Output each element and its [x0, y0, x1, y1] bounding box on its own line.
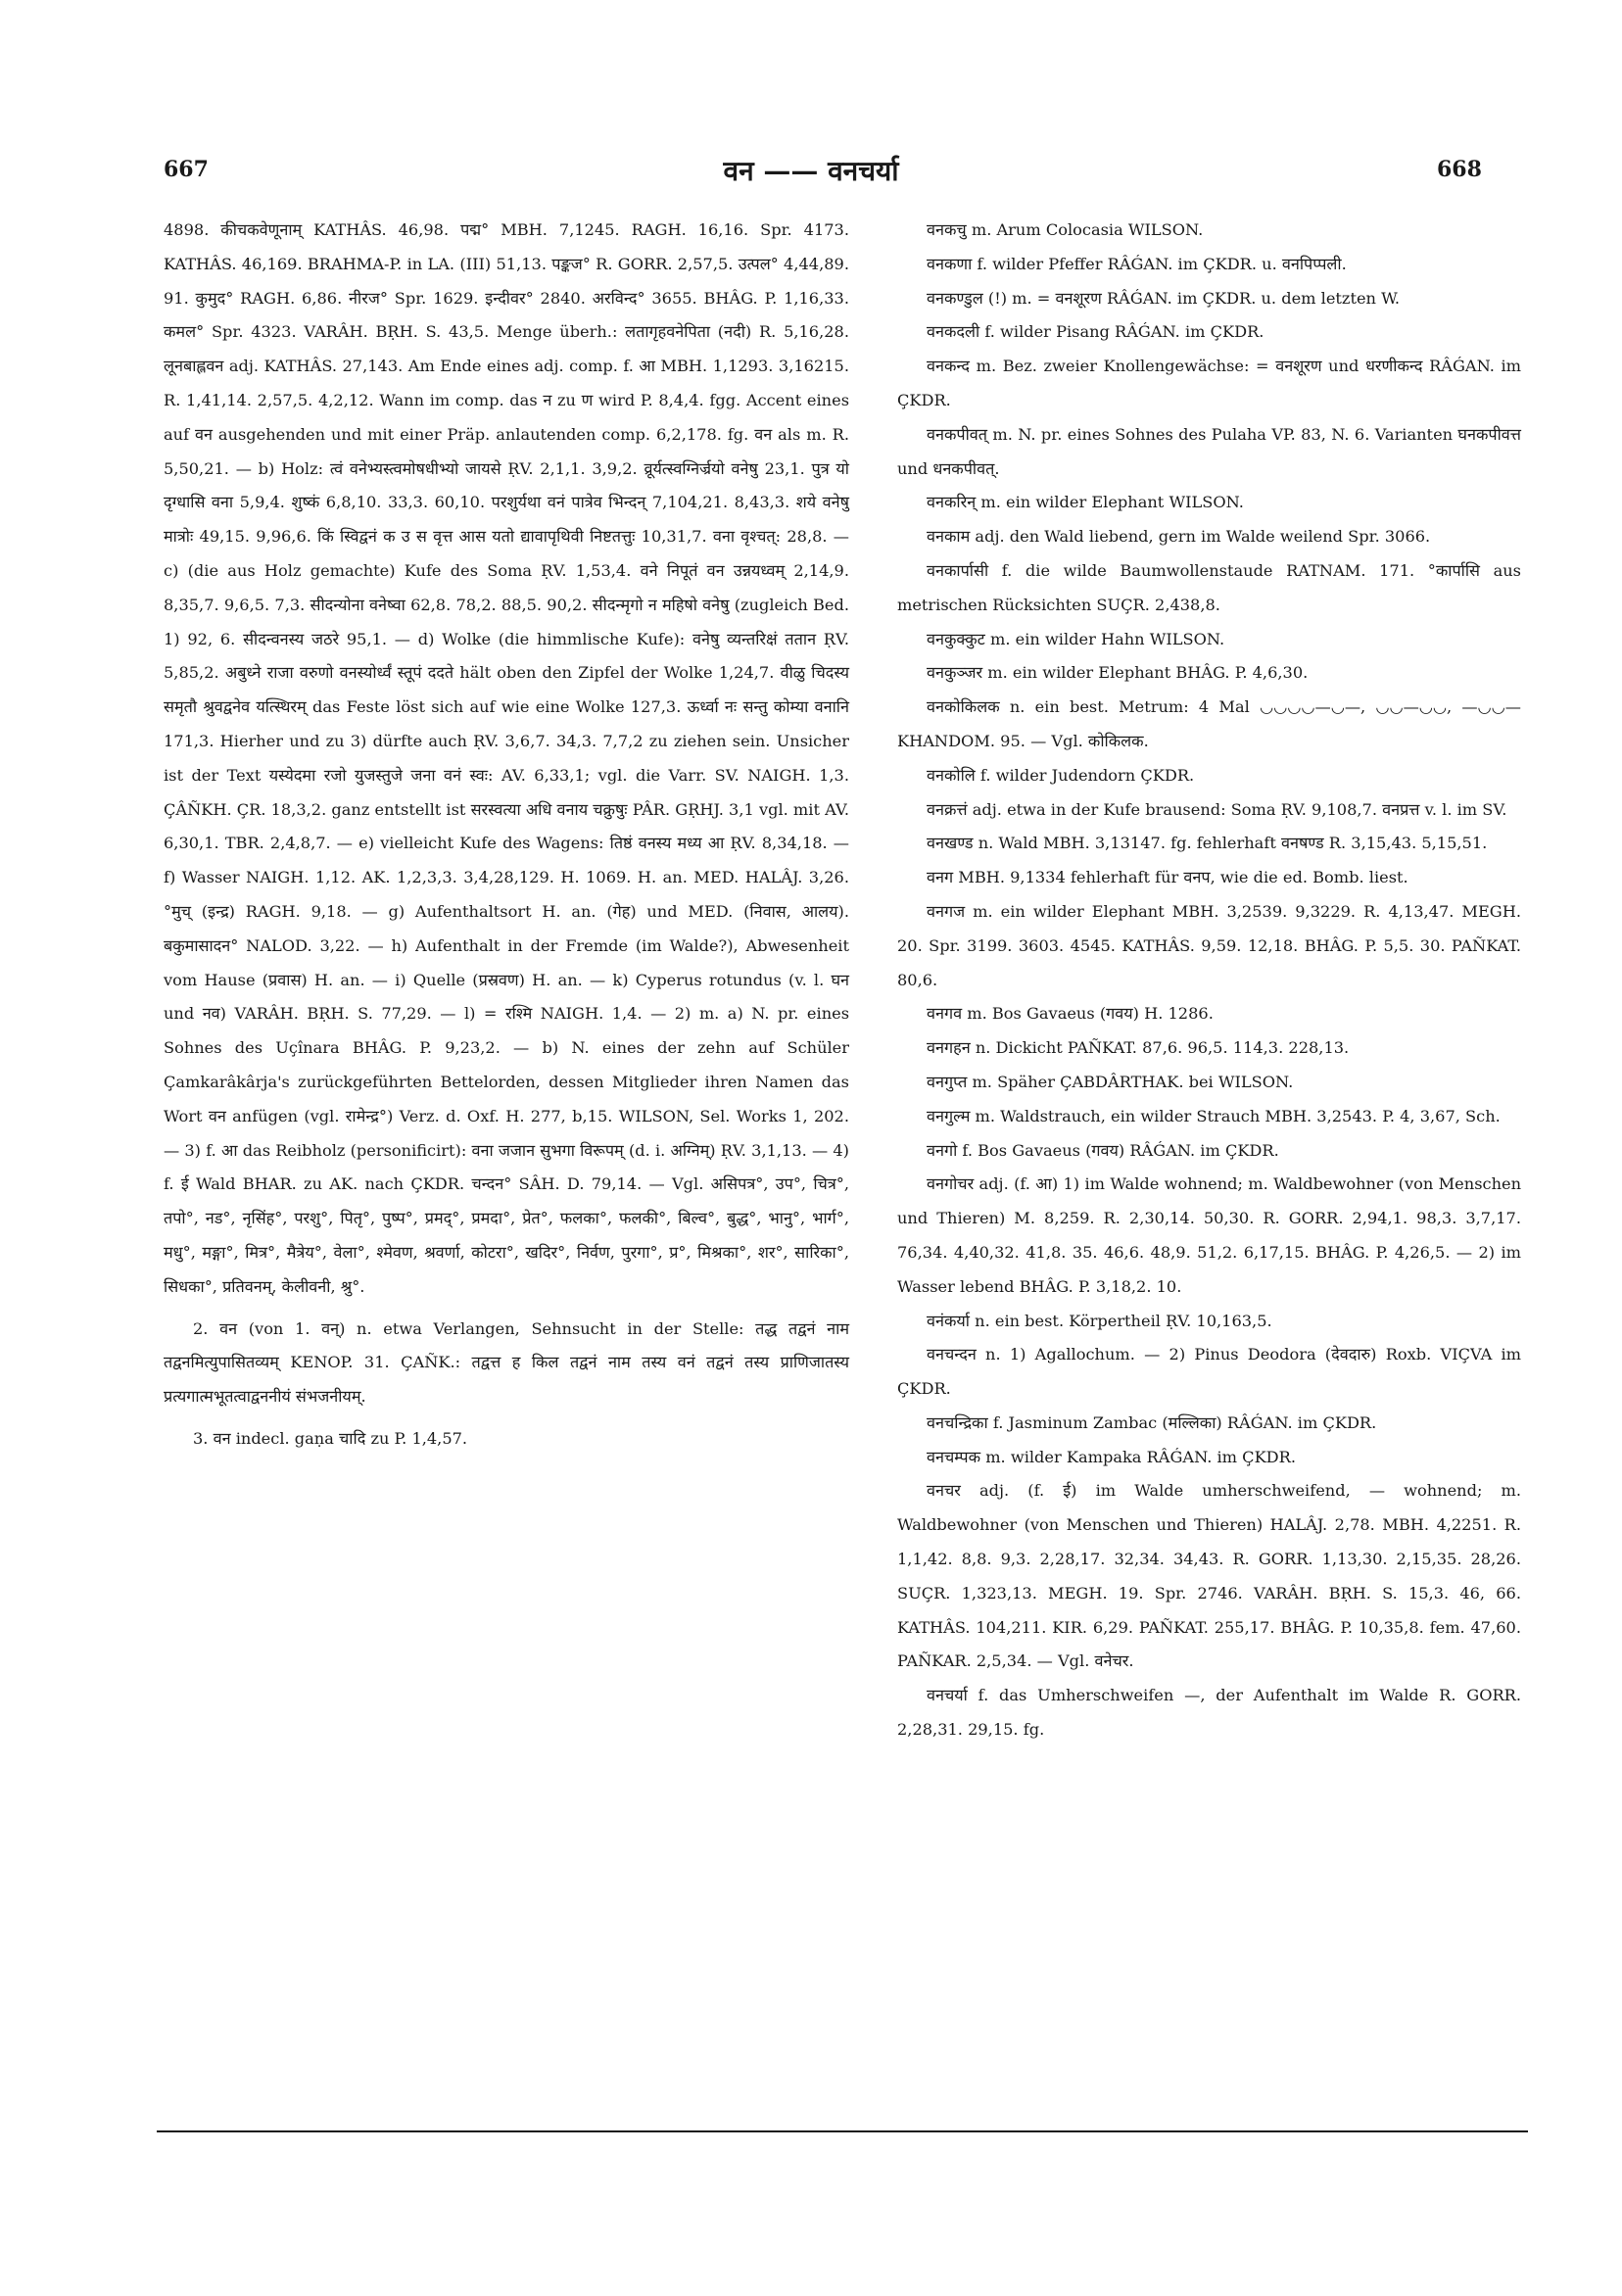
entry-vanagulma: वनगुल्म m. Waldstrauch, ein wilder Strauch MBH. 3,2543. P. 4, 3,67, Sch.: [927, 1106, 1501, 1125]
entry-vanacarya: वनचर्या f. das Umherschweifen —, der Aufenthalt im Walde R. GORR. 2,28,31. 29,15. fg.: [897, 1686, 1521, 1740]
entry-vanagaja: वनगज m. ein wilder Elephant MBH. 3,2539. 9,3229. R. 4,13,47. MEGH. 20. Spr. 3199. 3603. 4545. KATHÂS. 9,59. 12,18. BHÂG. P. 5,5. 30. PAÑKAT. 80,6.: [897, 901, 1521, 989]
entry-vana-2: 2. वन (von 1. वन्) n. etwa Verlangen, Sehnsucht in der Stelle: तद्ध तद्वनं नाम तद्वनमित्युपासितव्यम् KENOP. 31. ÇAÑK.: तद्वत्त ह किल तद्वनं नाम तस्य वनं तद्वनं तस्य प्राणिजातस्य प्रत्यगात्मभूतत्वाद्वननीयं संभजनीयम्.: [164, 1318, 849, 1407]
running-header: वन —— वनचर्या: [723, 155, 899, 187]
entry-vanakhanda: वनखण्ड n. Wald MBH. 3,13147. fg. fehlerhaft वनषण्ड R. 3,15,43. 5,15,51.: [927, 834, 1488, 853]
entry-vanakapivat: वनकपीवत् m. N. pr. eines Sohnes des Pulaha VP. 83, N. 6. Varianten घनकपीवत्त und धनकपीवत्.: [897, 424, 1521, 478]
entry-vanakanda: वनकन्द m. Bez. zweier Knollengewächse: = वनशूरण und धरणीकन्द RÂǴAN. im ÇKDR.: [897, 357, 1521, 409]
entry-vanagupta: वनगुप्त m. Späher ÇABDÂRTHAK. bei WILSON.: [927, 1072, 1294, 1091]
entry-vanagocara: वनगोचर adj. (f. आ) 1) im Walde wohnend; m. Waldbewohner (von Menschen und Thieren) M. 8,259. R. 2,30,14. 50,30. R. GORR. 2,94,1. 98,3. 3,7,17. 76,34. 4,40,32. 41,8. 35. 46,6. 48,9. 51,2. 6,17,15. BHÂG. P. 4,26,5. — 2) im Wasser lebend BHÂG. P. 3,18,2. 10.: [897, 1174, 1521, 1296]
entry-vanakoli: वनकोलि f. wilder Judendorn ÇKDR.: [927, 765, 1195, 785]
entry-vanagava: वनगव m. Bos Gavaeus (गवय) H. 1286.: [927, 1004, 1214, 1024]
entry-vanakadali: वनकदली f. wilder Pisang RÂǴAN. im ÇKDR.: [927, 322, 1264, 342]
entry-vanakarin: वनकरिन् m. ein wilder Elephant WILSON.: [927, 493, 1244, 512]
entry-vanakratta: वनक्रत्तं adj. etwa in der Kufe brausend: Soma ṚV. 9,108,7. वनप्रत्त v. l. im SV.: [927, 799, 1507, 819]
page-number-right: 668: [1437, 157, 1482, 182]
entry-vanacandrika: वनचन्द्रिका f. Jasminum Zambac (मल्लिका) RÂǴAN. im ÇKDR.: [927, 1412, 1377, 1432]
entry-vanakama: वनकाम adj. den Wald liebend, gern im Walde weilend Spr. 3066.: [927, 527, 1431, 547]
entry-vanakandula: वनकण्डुल (!) m. = वनशूरण RÂǴAN. im ÇKDR. u. dem letzten W.: [927, 288, 1401, 308]
entry-vanacandana: वनचन्दन n. 1) Agallochum. — 2) Pinus Deodora (देवदारु) Roxb. VIÇVA im ÇKDR.: [897, 1345, 1521, 1399]
entry-vanakarpasi: वनकार्पासी f. die wilde Baumwollenstaude RATNAM. 171. °कार्पासि aus metrischen Rücksichten SUÇR. 2,438,8.: [897, 560, 1521, 614]
left-column: [164, 214, 849, 1457]
entry-vanakana: वनकणा f. wilder Pfeffer RÂǴAN. im ÇKDR. u. वनपिप्पली.: [927, 254, 1347, 273]
entry-vanago: वनगो f. Bos Gavaeus (गवय) RÂǴAN. im ÇKDR.: [927, 1140, 1279, 1160]
entry-vana-3: 3. वन indecl. gaṇa चादि zu P. 1,4,57.: [193, 1428, 468, 1448]
entry-vanakukkuta: वनकुक्कुट m. ein wilder Hahn WILSON.: [927, 629, 1225, 648]
entry-vanakacu: वनकचु m. Arum Colocasia WILSON.: [927, 220, 1204, 239]
entry-vanagahana: वनगहन n. Dickicht PAÑKAT. 87,6. 96,5. 114,3. 228,13.: [927, 1038, 1350, 1058]
bottom-rule: [157, 2130, 1528, 2132]
entry-vanamkarya: वनंकर्या n. ein best. Körpertheil ṚV. 10,163,5.: [927, 1311, 1272, 1330]
entry-vanaga: वनग MBH. 9,1334 fehlerhaft für वनप, wie die ed. Bomb. liest.: [927, 868, 1408, 887]
entry-vanakunjara: वनकुञ्जर m. ein wilder Elephant BHÂG. P. 4,6,30.: [927, 663, 1309, 683]
entry-vana-1-continued: 4898. कीचकवेणूनाम् KATHÂS. 46,98. पद्म° MBH. 7,1245. RAGH. 16,16. Spr. 4173. KATHÂS. 46,169. BRAHMA-P. in LA. (III) 51,13. पङ्कज° R. GORR. 2,57,5. उत्पल° 4,44,89. 91. कुमुद° RAGH. 6,86. नीरज° Spr. 1629. इन्दीवर° 2840. अरविन्द° 3655. BHÂG. P. 1,16,33. कमल° Spr. 4323. VARÂH. BṚH. S. 43,5. Menge überh.: लतागृहवनेपिता (नदी) R. 5,16,28. लूनबाह्लवन adj. KATHÂS. 27,143. Am Ende eines adj. comp. f. आ MBH. 1,1293. 3,16215. R. 1,41,14. 2,57,5. 4,2,12. Wann im comp. das न zu ण wird P. 8,4,4. fgg. Accent eines auf वन ausgehenden und mit einer Präp. anlautenden comp. 6,2,178. fg. वन als m. R. 5,50,21. — b) Holz: त्वं वनेभ्यस्त्वमोषधीभ्यो जायसे ṚV. 2,1,1. 3,9,2. व्रूर्यत्स्वग्निर्ज्रयो वनेषु 23,1. पुत्र यो दृग्धासि वना 5,9,4. शुष्कं 6,8,10. 33,3. 60,10. परशुर्यथा वनं पात्रेव भिन्दन् 7,104,21. 8,43,3. शये वनेषु मात्रोः 49,15. 9,96,6. किं स्विद्वनं क उ स वृत्त आस यतो द्यावापृथिवी निष्टतत्तुः 10,31,7. वना वृश्चत्: 28,8. — c) (die aus Holz gemachte) Kufe des Soma ṚV. 1,53,4. वने निपूतं वन उन्नयध्वम् 2,14,9. 8,35,7. 9,6,5. 7,3. सीदन्योना वनेष्वा 62,8. 78,2. 88,5. 90,2. सीदन्मृगो न महिषो वनेषु (zugleich Bed. 1) 92, 6. सीदन्वनस्य जठरे 95,1. — d) Wolke (die himmlische Kufe): वनेषु व्यन्तरिक्षं ततान ṚV. 5,85,2. अबुध्ने राजा वरुणो वनस्योर्ध्वं स्तूपं ददते hält oben den Zipfel der Wolke 1,24,7. वीळु चिदस्य समृतौ श्रुवद्वनेव यत्स्थिरम् das Feste löst sich auf wie eine Wolke 127,3. ऊर्ध्वा नः सन्तु कोम्या वनानि 171,3. Hierher und zu 3) dürfte auch ṚV. 3,6,7. 34,3. 7,7,2 zu ziehen sein. Unsicher ist der Text यस्येदमा रजो युजस्तुजे जना वनं स्वः: AV. 6,33,1; vgl. die Varr. SV. NAIGH. 1,3. ÇÂÑKH. ÇR. 18,3,2. ganz entstellt ist सरस्वत्या अधि वनाय चक्रुषुः PÂR. GṚHJ. 3,1 vgl. mit AV. 6,30,1. TBR. 2,4,8,7. — e) vielleicht Kufe des Wagens: तिष्ठं वनस्य मध्य आ ṚV. 8,34,18. — f) Wasser NAIGH. 1,12. AK. 1,2,3,3. 3,4,28,129. H. 1069. H. an. MED. HALÂJ. 3,26. °मुच् (इन्द्र) RAGH. 9,18. — g) Aufenthaltsort H. an. (गेह) und MED. (निवास, आलय). बकुमासादन° NALOD. 3,22. — h) Aufenthalt in der Fremde (im Walde?), Abwesenheit vom Hause (प्रवास) H. an. — i) Quelle (प्रस्रवण) H. an. — k) Cyperus rotundus (v. l. घन und नव) VARÂH. BṚH. S. 77,29. — l) = रश्मि NAIGH. 1,4. — 2) m. a) N. pr. eines Sohnes des Uçînara BHÂG. P. 9,23,2. — b) N. eines der zehn auf Schüler Çamkarâkârja's zurückgeführten Bettelorden, dessen Mitglieder ihren Namen das Wort वन anfügen (vgl. रामेन्द्र°) Verz. d. Oxf. H. 277, b,15. WILSON, Sel. Works 1, 202. — 3) f. आ das Reibholz (personificirt): वना जजान सुभगा विरूपम् (d. i. अग्निम्) ṚV. 3,1,13. — 4) f. ई Wald BHAR. zu AK. nach ÇKDR. चन्दन° SÂH. D. 79,14. — Vgl. असिपत्र°, उप°, चित्र°, तपो°, नड°, नृसिंह°, परशु°, पितृ°, पुष्प°, प्रमद्°, प्रमदा°, प्रेत°, फलका°, फलकी°, बिल्व°, बुद्ध°, भानु°, भार्ग°, मधु°, मङ्गा°, मित्र°, मैत्रेय°, वेला°, श्मेवण, श्रवर्णा, कोटरा°, खदिर°, निर्वण, पुरगा°, प्र°, मिश्रका°, शर°, सारिका°, सिधका°, प्रतिवनम्, केलीवनी, श्रु°.: [164, 220, 849, 1296]
page-number-left: 667: [164, 157, 209, 182]
right-column: [897, 214, 1521, 1747]
entry-vanakokilaka: वनकोकिलक n. ein best. Metrum: 4 Mal ◡◡◡◡—◡—, ◡◡—◡◡, —◡◡— KHANDOM. 95. — Vgl. कोकिलक.: [897, 697, 1521, 750]
entry-vanacampaka: वनचम्पक m. wilder Kampaka RÂǴAN. im ÇKDR.: [927, 1447, 1296, 1466]
entry-vanacara: वनचर adj. (f. ई) im Walde umherschweifend, — wohnend; m. Waldbewohner (von Menschen und Thieren) HALÂJ. 2,78. MBH. 4,2251. R. 1,1,42. 8,8. 9,3. 2,28,17. 32,34. 34,43. R. GORR. 1,13,30. 2,15,35. 28,26. SUÇR. 1,323,13. MEGH. 19. Spr. 2746. VARÂH. BṚH. S. 15,3. 46, 66. KATHÂS. 104,211. KIR. 6,29. PAÑKAT. 255,17. BHÂG. P. 10,35,8. fem. 47,60. PAÑKAR. 2,5,34. — Vgl. वनेचर.: [897, 1481, 1521, 1671]
